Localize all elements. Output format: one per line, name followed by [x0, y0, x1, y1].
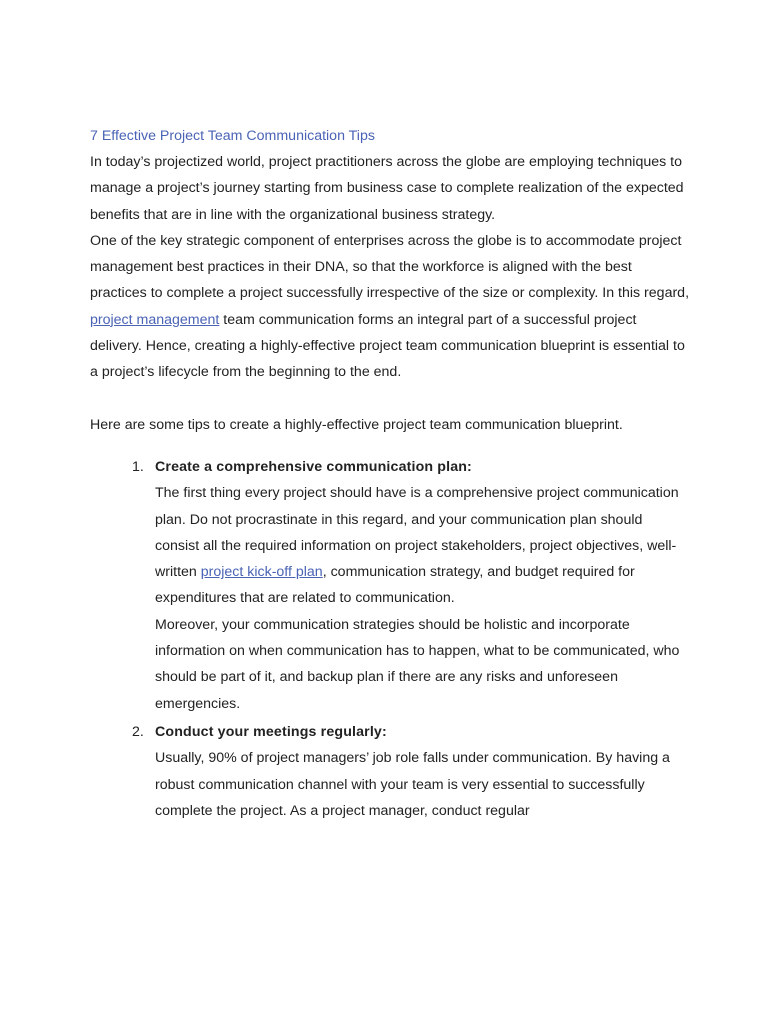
tips-intro: Here are some tips to create a highly-effective project team communication blueprint.	[90, 416, 623, 433]
intro-paragraph: In today’s projectized world, project practitioners across the globe are employing techniques to manage a project’s journey starting from business case to complete realization of the expected benefits that are in line with the organizational business strategy.	[90, 154, 684, 223]
project-kickoff-plan-link[interactable]: project kick-off plan	[200, 564, 323, 581]
tip-body-continued: Moreover, your communication strategies should be holistic and incorporate information on when communication has to happen, what to be communicated, who should be part of it, and backup plan if there are any risks and unforeseen emergencies.	[155, 616, 680, 712]
tip-body-text-before: The first thing every project should have is a comprehensive project communication plan. Do not procrastinate in this regard, and your communication plan should consist all the required information on project stakeholders, project objectives, well-written	[155, 485, 679, 581]
tip-heading: Create a comprehensive communication plan:	[155, 458, 472, 475]
strategic-paragraph	[90, 228, 690, 386]
tip-body: Usually, 90% of project managers’ job role falls under communication. By having a robust communication channel with your team is very essential to successfully complete the project. As a project manager, conduct regular	[155, 750, 670, 819]
tips-list	[90, 454, 690, 824]
tip-item	[90, 719, 680, 824]
document-title: 7 Effective Project Team Communication Tips	[90, 128, 375, 144]
strategic-paragraph-text-before: One of the key strategic component of enterprises across the globe is to accommodate project management best practices in their DNA, so that the workforce is aligned with the best practices to complete a project successfully irrespective of the size or complexity. In this regard,	[90, 232, 690, 302]
strategic-paragraph-text-after: team communication forms an integral part of a successful project delivery. Hence, creating a highly-effective project team communication blueprint is essential to a project’s lifecycle from the beginning to the end.	[90, 311, 685, 381]
paragraph-spacer	[90, 386, 690, 412]
project-management-link[interactable]: project management	[90, 311, 220, 328]
tip-body-text-after: , communication strategy, and budget required for expenditures that are related to communication.	[155, 564, 635, 607]
tip-number: 1.	[132, 458, 144, 475]
document-page	[90, 125, 690, 824]
tip-heading: Conduct your meetings regularly:	[155, 723, 387, 740]
tip-body	[155, 480, 680, 611]
tip-item	[90, 454, 680, 717]
tip-number: 2.	[132, 723, 144, 740]
